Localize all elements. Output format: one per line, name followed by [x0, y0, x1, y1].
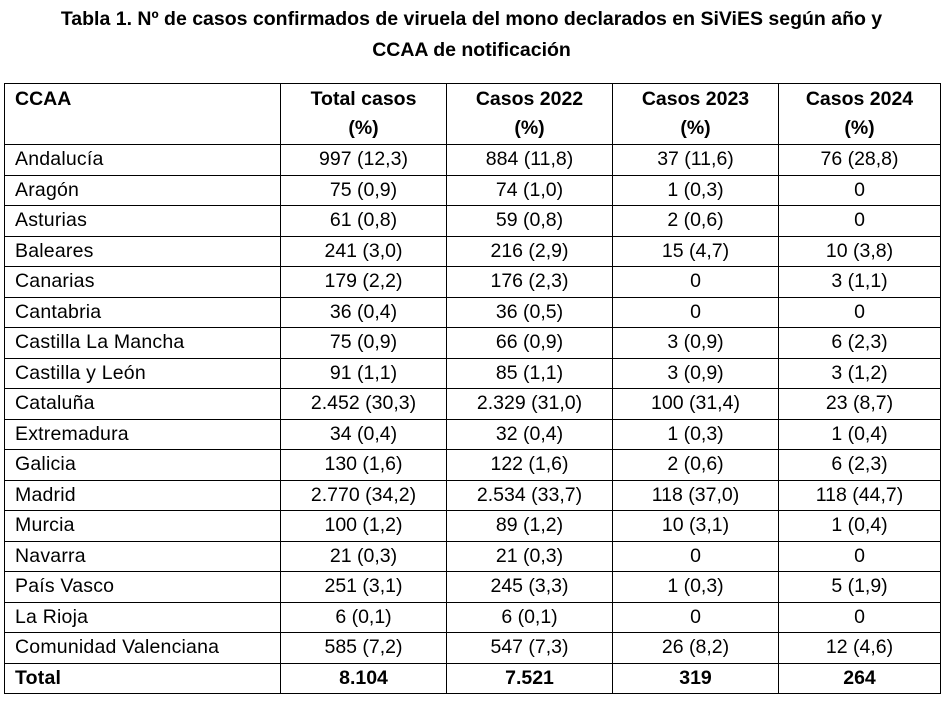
total-value: 264 — [779, 663, 941, 694]
row-value: 76 (28,8) — [779, 145, 941, 176]
row-value: 85 (1,1) — [447, 358, 613, 389]
table-row — [5, 206, 941, 237]
row-value: 179 (2,2) — [281, 267, 447, 298]
row-value: 66 (0,9) — [447, 328, 613, 359]
row-value: 0 — [613, 602, 779, 633]
row-value: 0 — [613, 267, 779, 298]
row-value: 10 (3,8) — [779, 236, 941, 267]
header-unit: (%) — [514, 117, 545, 139]
row-value: 884 (11,8) — [447, 145, 613, 176]
row-value: 1 (0,3) — [613, 175, 779, 206]
header-label: Casos 2023 — [641, 88, 750, 110]
table-row — [5, 267, 941, 298]
row-value: 75 (0,9) — [281, 175, 447, 206]
row-value: 61 (0,8) — [281, 206, 447, 237]
row-value: 0 — [613, 541, 779, 572]
table-row — [5, 236, 941, 267]
row-value: 0 — [779, 602, 941, 633]
table-row — [5, 297, 941, 328]
row-region: Canarias — [5, 267, 281, 298]
row-value: 3 (0,9) — [613, 328, 779, 359]
header-label: Total casos — [310, 88, 417, 110]
row-value: 585 (7,2) — [281, 633, 447, 664]
row-region: Castilla y León — [5, 358, 281, 389]
row-value: 37 (11,6) — [613, 145, 779, 176]
row-value: 2.452 (30,3) — [281, 389, 447, 420]
row-value: 36 (0,4) — [281, 297, 447, 328]
row-value: 3 (0,9) — [613, 358, 779, 389]
row-value: 100 (31,4) — [613, 389, 779, 420]
header-label: Casos 2024 — [805, 88, 914, 110]
table-row — [5, 450, 941, 481]
row-value: 26 (8,2) — [613, 633, 779, 664]
row-region: Madrid — [5, 480, 281, 511]
row-value: 251 (3,1) — [281, 572, 447, 603]
row-value: 21 (0,3) — [281, 541, 447, 572]
table-row — [5, 602, 941, 633]
row-region: Navarra — [5, 541, 281, 572]
table-row — [5, 511, 941, 542]
row-value: 34 (0,4) — [281, 419, 447, 450]
row-value: 89 (1,2) — [447, 511, 613, 542]
table-row — [5, 358, 941, 389]
row-value: 0 — [779, 297, 941, 328]
row-value: 1 (0,4) — [779, 511, 941, 542]
row-value: 75 (0,9) — [281, 328, 447, 359]
row-value: 0 — [779, 175, 941, 206]
row-value: 130 (1,6) — [281, 450, 447, 481]
row-value: 122 (1,6) — [447, 450, 613, 481]
row-region: La Rioja — [5, 602, 281, 633]
header-unit: (%) — [680, 117, 711, 139]
row-value: 6 (2,3) — [779, 328, 941, 359]
row-value: 997 (12,3) — [281, 145, 447, 176]
row-value: 0 — [613, 297, 779, 328]
row-value: 6 (0,1) — [281, 602, 447, 633]
header-unit: (%) — [348, 117, 379, 139]
row-value: 10 (3,1) — [613, 511, 779, 542]
total-value: 319 — [613, 663, 779, 694]
row-value: 245 (3,3) — [447, 572, 613, 603]
table-row — [5, 633, 941, 664]
row-value: 6 (0,1) — [447, 602, 613, 633]
table-body — [5, 145, 941, 694]
row-region: Galicia — [5, 450, 281, 481]
header-label: CCAA — [15, 88, 72, 110]
table-row — [5, 572, 941, 603]
row-region: Comunidad Valenciana — [5, 633, 281, 664]
table-row — [5, 389, 941, 420]
row-region: Extremadura — [5, 419, 281, 450]
row-region: Cataluña — [5, 389, 281, 420]
header-row — [5, 84, 941, 145]
table-row — [5, 480, 941, 511]
total-value: 8.104 — [281, 663, 447, 694]
row-value: 216 (2,9) — [447, 236, 613, 267]
row-value: 547 (7,3) — [447, 633, 613, 664]
row-value: 241 (3,0) — [281, 236, 447, 267]
table-row — [5, 175, 941, 206]
header-label: Casos 2022 — [475, 88, 584, 110]
table-header — [5, 84, 941, 145]
row-value: 12 (4,6) — [779, 633, 941, 664]
caption-line-1: Tabla 1. Nº de casos confirmados de viruela del mono declarados en SiViES según año y — [60, 8, 883, 30]
row-value: 23 (8,7) — [779, 389, 941, 420]
table-row — [5, 541, 941, 572]
row-value: 118 (37,0) — [613, 480, 779, 511]
row-value: 0 — [779, 541, 941, 572]
row-value: 118 (44,7) — [779, 480, 941, 511]
table-row — [5, 419, 941, 450]
caption-line-2: CCAA de notificación — [372, 39, 571, 61]
header-col-2 — [447, 84, 613, 145]
row-value: 1 (0,3) — [613, 572, 779, 603]
row-region: Baleares — [5, 236, 281, 267]
row-value: 59 (0,8) — [447, 206, 613, 237]
header-unit: (%) — [844, 117, 875, 139]
row-value: 6 (2,3) — [779, 450, 941, 481]
row-region: Castilla La Mancha — [5, 328, 281, 359]
row-value: 2 (0,6) — [613, 206, 779, 237]
row-value: 100 (1,2) — [281, 511, 447, 542]
row-region: Andalucía — [5, 145, 281, 176]
cases-table — [4, 83, 941, 694]
row-value: 1 (0,3) — [613, 419, 779, 450]
row-value: 0 — [779, 206, 941, 237]
row-value: 36 (0,5) — [447, 297, 613, 328]
row-value: 2.329 (31,0) — [447, 389, 613, 420]
row-region: Murcia — [5, 511, 281, 542]
row-value: 5 (1,9) — [779, 572, 941, 603]
table-row — [5, 145, 941, 176]
row-value: 2 (0,6) — [613, 450, 779, 481]
header-ccaa — [5, 84, 281, 145]
row-value: 176 (2,3) — [447, 267, 613, 298]
row-value: 32 (0,4) — [447, 419, 613, 450]
row-region: País Vasco — [5, 572, 281, 603]
row-region: Aragón — [5, 175, 281, 206]
row-value: 74 (1,0) — [447, 175, 613, 206]
total-row — [5, 663, 941, 694]
row-value: 15 (4,7) — [613, 236, 779, 267]
total-label: Total — [5, 663, 281, 694]
total-value: 7.521 — [447, 663, 613, 694]
row-value: 3 (1,1) — [779, 267, 941, 298]
row-value: 1 (0,4) — [779, 419, 941, 450]
row-value: 3 (1,2) — [779, 358, 941, 389]
header-col-3 — [613, 84, 779, 145]
header-col-4 — [779, 84, 941, 145]
row-value: 91 (1,1) — [281, 358, 447, 389]
table-caption — [0, 4, 943, 66]
row-region: Cantabria — [5, 297, 281, 328]
row-value: 2.770 (34,2) — [281, 480, 447, 511]
row-value: 2.534 (33,7) — [447, 480, 613, 511]
header-col-1 — [281, 84, 447, 145]
row-region: Asturias — [5, 206, 281, 237]
table-row — [5, 328, 941, 359]
row-value: 21 (0,3) — [447, 541, 613, 572]
